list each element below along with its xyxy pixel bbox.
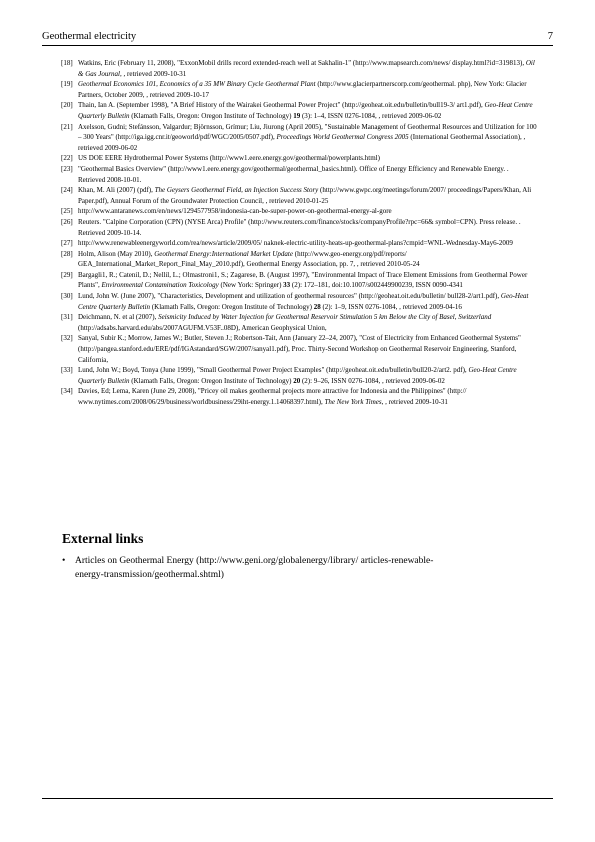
reference-text: Environmental Contamination Toxicology bbox=[101, 281, 219, 290]
reference-text: 33 bbox=[283, 281, 291, 290]
reference-item bbox=[0, 153, 595, 164]
reference-text: Davies, Ed; Lema, Karen (June 29, 2008), "Pricey oil makes geothermal projects more attractive for Indonesia and the Philippines" (http:// www.nytimes.com/2008/06/29/business/worldbusiness/29iht-energy.1.14068397.html), bbox=[78, 387, 467, 406]
reference-text: (2): 172–181, doi:10.1007/s002449900239, ISSN 0090-4341 bbox=[290, 281, 463, 290]
reference-text: , , retrieved 2009-10-31 bbox=[120, 69, 187, 78]
reference-item bbox=[0, 333, 595, 365]
external-link-item[interactable] bbox=[62, 555, 462, 582]
page-header bbox=[42, 30, 553, 44]
reference-text: Bargagli1, R.; Catenil, D.; Nellil, L.; Olmastroni1, S.; Zagarese, B. (August 1997), "Environmental Impact of Trace Element Emissions from Geothermal Power Plants", bbox=[78, 270, 528, 290]
reference-item bbox=[0, 270, 595, 291]
reference-text: (http://www.gwpc.org/meetings/forum/2007/ proceedings/Papers/Khan, Ali Paper.pdf), Annual Forum of the Groundwater Protection Council, , retrieved 2010-01-25 bbox=[78, 186, 532, 205]
reference-number: [31] bbox=[61, 313, 73, 322]
reference-number: [32] bbox=[61, 334, 73, 343]
page-number: 7 bbox=[547, 31, 553, 42]
reference-number: [21] bbox=[61, 122, 73, 131]
reference-text: Geothermal Economics 101, Economics of a 35 MW Binary Cycle Geothermal Plant bbox=[78, 80, 316, 89]
reference-number: [23] bbox=[61, 164, 73, 173]
reference-item bbox=[0, 122, 595, 154]
reference-text: Geothermal Energy:International Market Update bbox=[154, 249, 293, 258]
reference-text: 28 bbox=[313, 302, 321, 311]
reference-text: http://www.renewableenergyworld.com/rea/news/article/2009/05/ naknek-electric-utility-heats-up-geothermal-plans?cmpid=WNL-Wednesday-May6-2009 bbox=[78, 239, 513, 248]
reference-item bbox=[0, 238, 595, 249]
reference-text: Lund, John W.; Boyd, Tonya (June 1999), "Small Geothermal Power Project Examples" (http://geoheat.oit.edu/bulletin/bull20-2/art2. pdf), bbox=[78, 366, 469, 375]
reference-item bbox=[0, 365, 595, 386]
reference-text: (http://www.geo-energy.org/pdf/reports/ GEA_International_Market_Report_Final_May_2010.pdf), Geothermal Energy Association, pp. 7, , retrieved 2010-05-24 bbox=[78, 249, 420, 269]
reference-text: , , retrieved 2009-10-31 bbox=[381, 398, 448, 406]
reference-text: Proceedings World Geothermal Congress 2005 bbox=[276, 133, 409, 142]
reference-number: [26] bbox=[61, 217, 73, 226]
reference-text: Axelsson, Gudni; Stefánsson, Valgardur; Björnsson, Grímur; Liu, Jiurong (April 2005), "Sustainable Management of Geothermal Resources and Utilization for 100 – 300 Years" (http://iga.igg.cnr.it/geoworld/pdf/WGC/2005/0507.pdf), bbox=[78, 122, 537, 142]
reference-text: US DOE EERE Hydrothermal Power Systems (http://www1.eere.energy.gov/geothermal/powerplants.html) bbox=[78, 154, 380, 163]
reference-item bbox=[0, 164, 595, 185]
reference-number: [25] bbox=[61, 207, 73, 216]
reference-text: Seismicity Induced by Water Injection for Geothermal Reservoir Stimulation 5 km Below the City of Basel, Switzerland bbox=[158, 313, 492, 322]
reference-item bbox=[0, 249, 595, 270]
reference-number: [34] bbox=[61, 387, 73, 396]
reference-text: Sanyal, Subir K.; Morrow, James W.; Butler, Steven J.; Robertson-Tait, Ann (January 22–24, 2007), "Cost of Electricity from Enhanced Geothermal Systems" (http://pangea.stanford.edu/ERE/pdf/IGAstandard/SGW/2007/sanyal1.pdf), Proc. Thirty-Second Workshop on Geothermal Reservoir Engineering, Stanford, California, bbox=[78, 334, 521, 364]
reference-text: (Klamath Falls, Oregon: Oregon Institute of Technology) bbox=[129, 111, 294, 120]
reference-number: [19] bbox=[61, 80, 73, 89]
reference-text: (International Geothermal Association), , retrieved 2009-06-02 bbox=[78, 133, 526, 152]
reference-text: (Klamath Falls, Oregon: Oregon Institute of Technology) bbox=[150, 302, 314, 311]
reference-item bbox=[0, 217, 595, 238]
reference-text: Oil & Gas Journal bbox=[78, 59, 535, 78]
reference-item bbox=[0, 291, 595, 312]
reference-text: (http://adsabs.harvard.edu/abs/2007AGUFM.V53F..08D), American Geophysical Union, bbox=[78, 323, 327, 332]
reference-item bbox=[0, 58, 595, 79]
reference-number: [30] bbox=[61, 292, 73, 301]
reference-number: [20] bbox=[61, 101, 73, 110]
references-list bbox=[0, 58, 595, 408]
reference-number: [18] bbox=[61, 59, 73, 67]
reference-text: Holm, Alison (May 2010), bbox=[78, 249, 155, 258]
reference-text: Geo-Heat Centre Quarterly Bulletin bbox=[78, 366, 517, 385]
reference-item bbox=[0, 386, 595, 407]
reference-number: [27] bbox=[61, 239, 73, 248]
reference-number: [24] bbox=[61, 186, 73, 195]
reference-text: The New York Times bbox=[324, 398, 382, 406]
reference-number: [28] bbox=[61, 249, 73, 258]
reference-text: Khan, M. Ali (2007) (pdf), bbox=[78, 186, 155, 195]
reference-text: 20 bbox=[293, 376, 301, 385]
reference-text: "Geothermal Basics Overview" (http://www1.eere.energy.gov/geothermal/geothermal_basics.html). Office of Energy Efficiency and Renewable Energy. . Retrieved 2008-10-01. bbox=[78, 164, 509, 184]
reference-text: (Klamath Falls, Oregon: Oregon Institute of Technology) bbox=[129, 376, 294, 385]
reference-text: Geo-Heat Centre Quarterly Bulletin bbox=[78, 292, 529, 311]
external-link-text[interactable]: Articles on Geothermal Energy (http://www.geni.org/globalenergy/library/ articles-renewable-energy-transmission/geothermal.shtml) bbox=[75, 556, 434, 580]
reference-item bbox=[0, 206, 595, 217]
running-title: Geothermal electricity bbox=[42, 31, 137, 42]
bullet-icon: • bbox=[62, 556, 66, 566]
reference-text: http://www.antaranews.com/en/news/1294577958/indonesia-can-be-super-power-on-geothermal-energy-al-gore bbox=[78, 207, 392, 216]
reference-text: (2): 1–9, ISSN 0276-1084, , retrieved 2009-04-16 bbox=[320, 302, 462, 311]
reference-text: Thain, Ian A. (September 1998), "A Brief History of the Wairakei Geothermal Power Project" (http://geoheat.oit.edu/bulletin/bull19-3/ art1.pdf), bbox=[78, 101, 485, 110]
external-links-list bbox=[62, 555, 462, 582]
reference-item bbox=[0, 185, 595, 206]
reference-text: Geo-Heat Centre Quarterly Bulletin bbox=[78, 101, 533, 120]
reference-text: (New York: Springer) bbox=[218, 281, 284, 290]
reference-text: Watkins, Eric (February 11, 2008), "ExxonMobil drills record extended-reach well at Sakhalin-1" (http://www.mapsearch.com/news/ display.html?id=319813), bbox=[78, 59, 526, 67]
reference-text: Deichmann, N. et al (2007), bbox=[78, 313, 159, 322]
header-rule bbox=[42, 45, 553, 46]
reference-number: [33] bbox=[61, 366, 73, 375]
reference-number: [22] bbox=[61, 154, 73, 163]
reference-text: Reuters. "Calpine Corporation (CPN) (NYSE Arca) Profile" (http://www.reuters.com/finance/stocks/companyProfile?rpc=66& symbol=CPN). Press release. . Retrieved 2009-10-14. bbox=[78, 217, 521, 237]
footer-rule bbox=[42, 798, 553, 799]
reference-item bbox=[0, 79, 595, 100]
reference-text: Lund, John W. (June 2007), "Characteristics, Development and utilization of geothermal resources" (http://geoheat.oit.edu/bulletin/ bull28-2/art1.pdf), bbox=[78, 292, 501, 301]
reference-text: (http://www.glacierpartnerscorp.com/geothermal. php), New York: Glacier Partners, October 2009, , retrieved 2009-10-17 bbox=[78, 80, 527, 99]
reference-number: [29] bbox=[61, 270, 73, 279]
reference-text: 19 bbox=[293, 111, 301, 120]
external-links-heading: External links bbox=[62, 531, 144, 546]
reference-item bbox=[0, 312, 595, 333]
reference-text: (3): 1–4, ISSN 0276-1084, , retrieved 2009-06-02 bbox=[300, 111, 442, 120]
reference-item bbox=[0, 100, 595, 121]
reference-text: The Geysers Geothermal Field, an Injection Success Story bbox=[154, 186, 319, 195]
reference-text: (2): 9–26, ISSN 0276-1084, , retrieved 2009-06-02 bbox=[300, 376, 445, 385]
